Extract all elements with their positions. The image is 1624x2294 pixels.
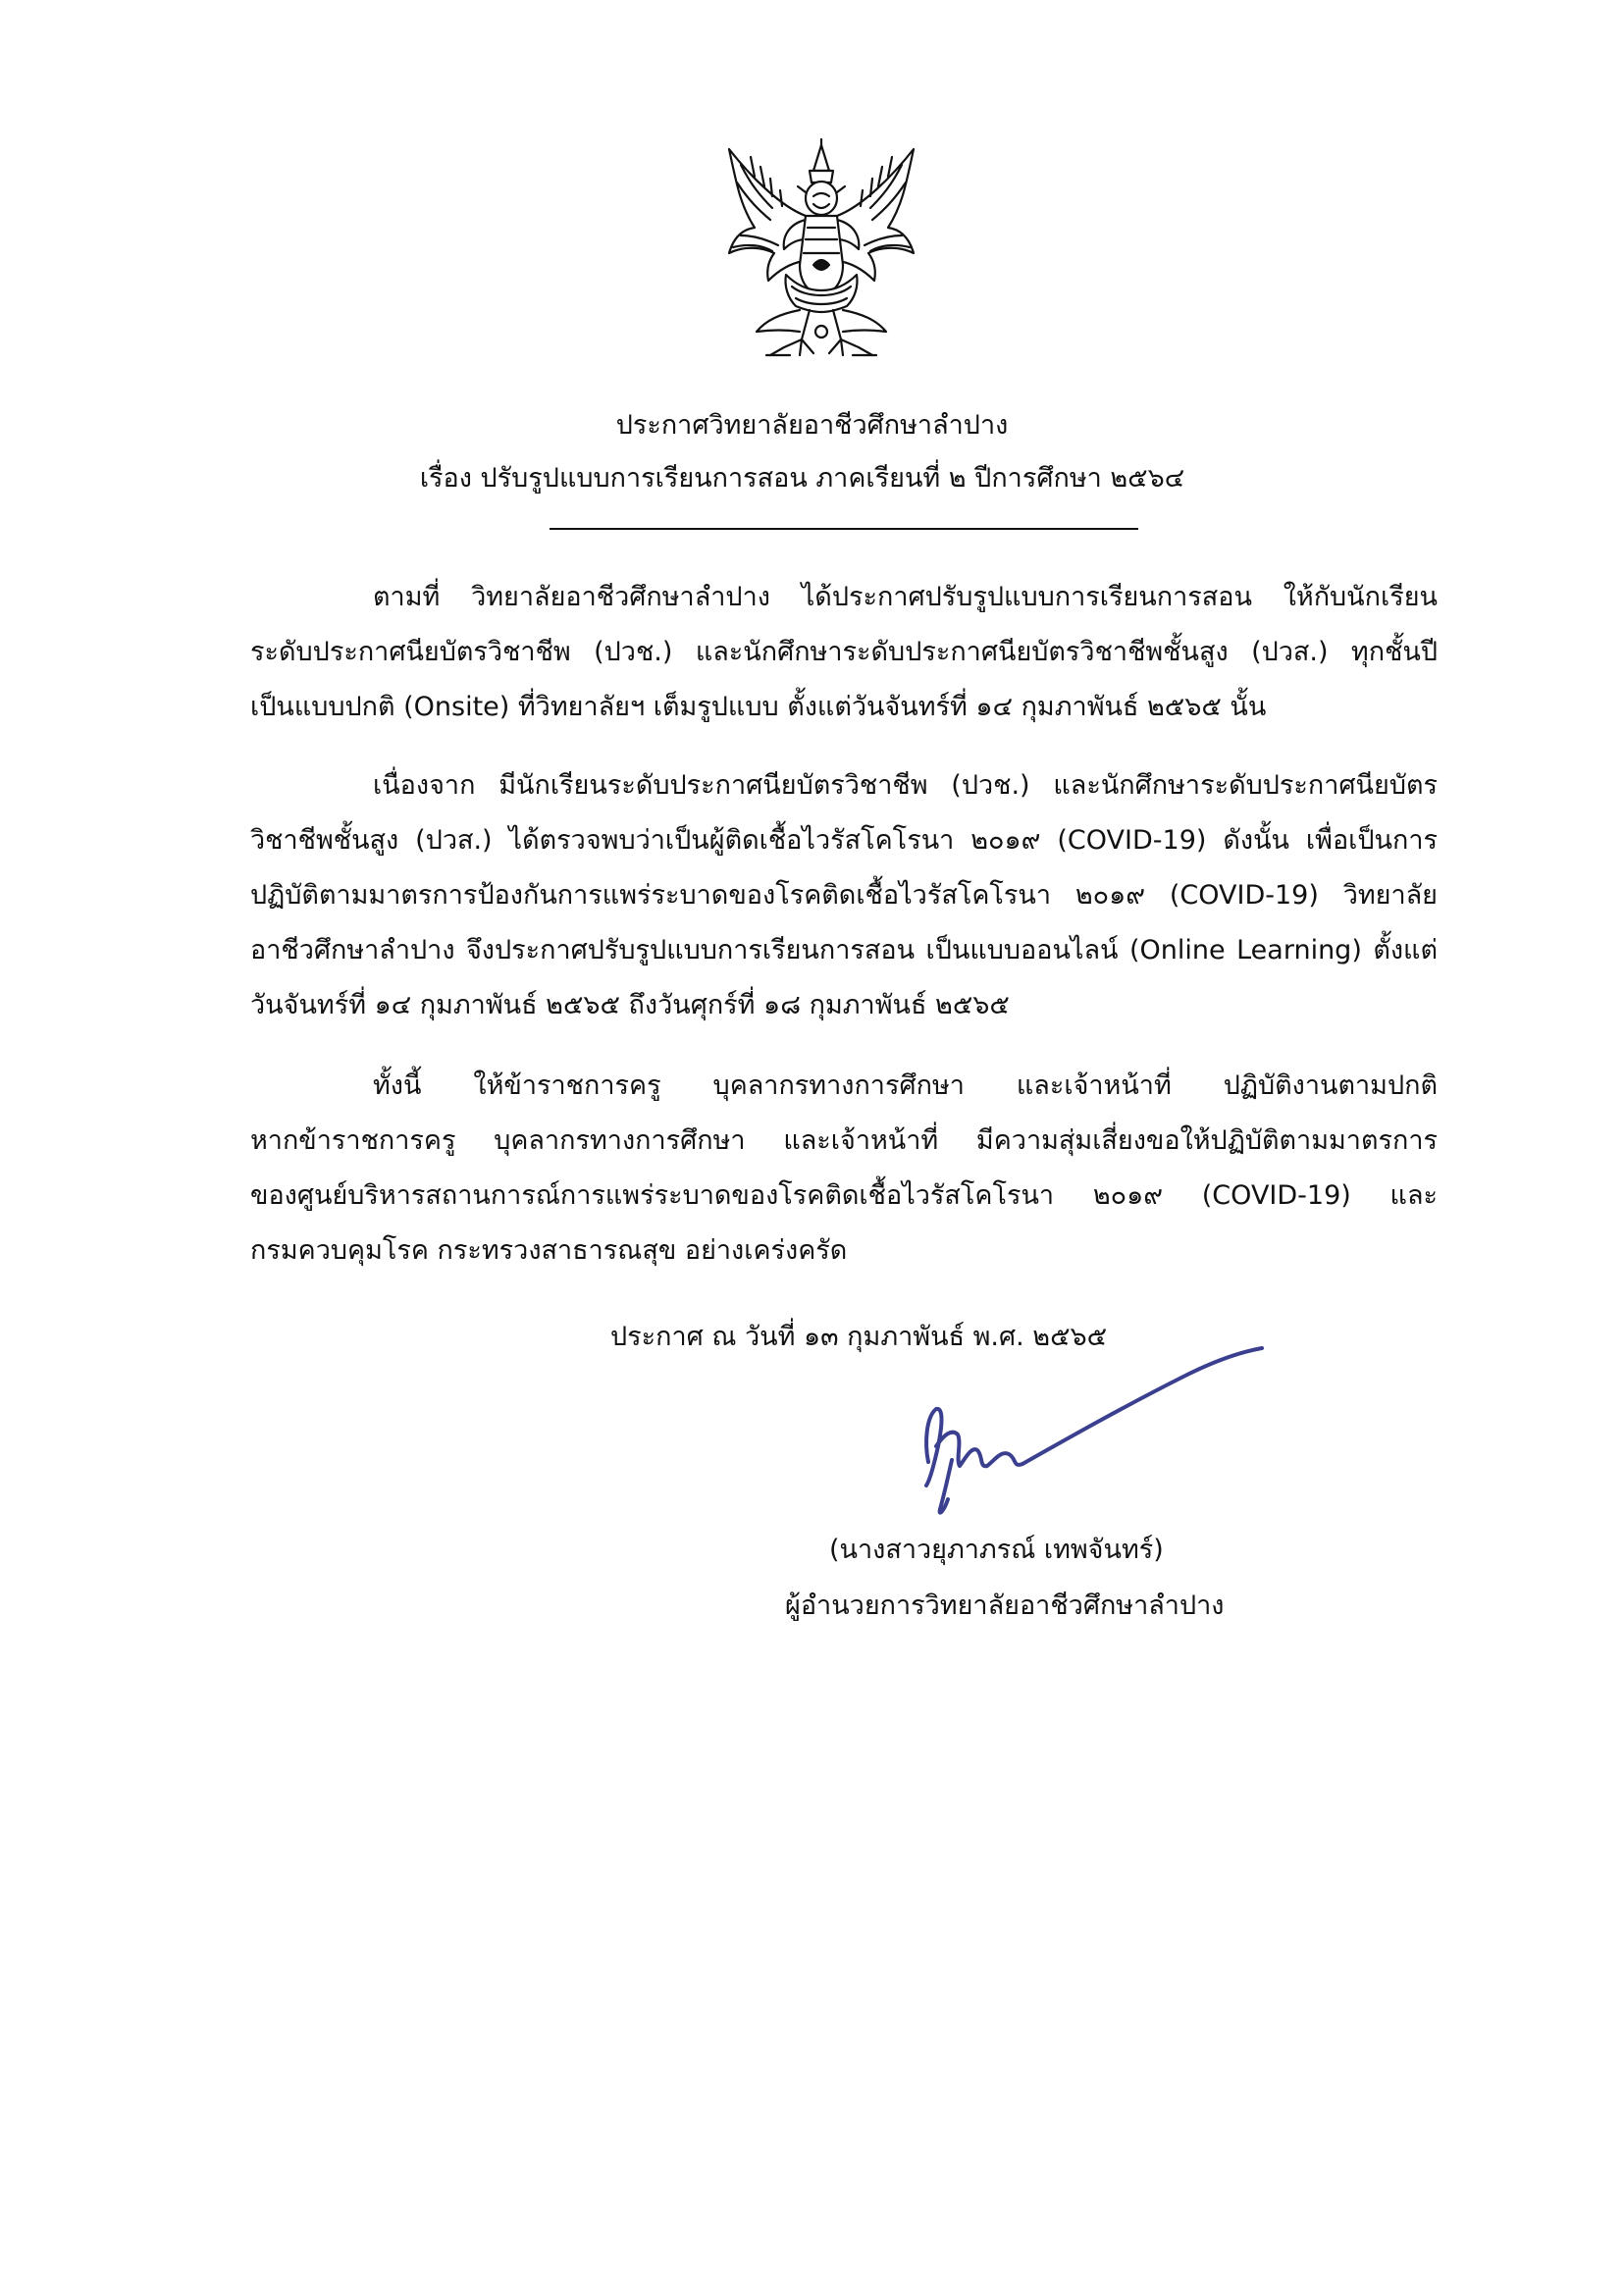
announcement-title: ประกาศวิทยาลัยอาชีวศึกษาลำปาง bbox=[615, 410, 1009, 441]
paragraph-1-line-3: เป็นแบบปกติ (Onsite) ที่วิทยาลัยฯ เต็มรูปแบบ ตั้งแต่วันจันทร์ที่ ๑๔ กุมภาพันธ์ ๒๕๖๕ นั้น bbox=[250, 692, 1267, 722]
signature-icon bbox=[901, 1344, 1274, 1521]
paragraph-3-line-3: ของศูนย์บริหารสถานการณ์การแพร่ระบาดของโรคติดเชื้อไวรัสโคโรนา ๒๐๑๙ (COVID-19) และ bbox=[250, 1180, 1438, 1211]
paragraph-2-line-1: เนื่องจาก มีนักเรียนระดับประกาศนียบัตรวิชาชีพ (ปวช.) และนักศึกษาระดับประกาศนียบัตร bbox=[373, 770, 1438, 801]
paragraph-2-line-5: วันจันทร์ที่ ๑๔ กุมภาพันธ์ ๒๕๖๕ ถึงวันศุกร์ที่ ๑๘ กุมภาพันธ์ ๒๕๖๕ bbox=[250, 990, 1010, 1020]
signer-name: (นางสาวยุภาภรณ์ เทพจันทร์) bbox=[829, 1535, 1164, 1565]
subject-line: เรื่อง ปรับรูปแบบการเรียนการสอน ภาคเรียนที่ ๒ ปีการศึกษา ๒๕๖๔ bbox=[419, 463, 1185, 494]
paragraph-3-line-4: กรมควบคุมโรค กระทรวงสาธารณสุข อย่างเคร่งครัด bbox=[250, 1235, 848, 1266]
title-divider bbox=[550, 528, 1138, 530]
paragraph-2-line-3: ปฏิบัติตามมาตรการป้องกันการแพร่ระบาดของโรคติดเชื้อไวรัสโคโรนา ๒๐๑๙ (COVID-19) วิทยาลัย bbox=[250, 880, 1438, 911]
paragraph-2-line-4: อาชีวศึกษาลำปาง จึงประกาศปรับรูปแบบการเรียนการสอน เป็นแบบออนไลน์ (Online Learning) ตั้งแต่ bbox=[250, 935, 1438, 965]
paragraph-3-line-1: ทั้งนี้ ให้ข้าราชการครู บุคลากรทางการศึกษา และเจ้าหน้าที่ ปฏิบัติงานตามปกติ bbox=[373, 1070, 1438, 1101]
signer-position: ผู้อำนวยการวิทยาลัยอาชีวศึกษาลำปาง bbox=[785, 1590, 1225, 1621]
paragraph-1-line-1: ตามที่ วิทยาลัยอาชีวศึกษาลำปาง ได้ประกาศปรับรูปแบบการเรียนการสอน ให้กับนักเรียน bbox=[373, 582, 1438, 612]
paragraph-3-line-2: หากข้าราชการครู บุคลากรทางการศึกษา และเจ้าหน้าที่ มีความสุ่มเสี่ยงขอให้ปฏิบัติตามมาตรการ bbox=[250, 1125, 1438, 1156]
announcement-date: ประกาศ ณ วันที่ ๑๓ กุมภาพันธ์ พ.ศ. ๒๕๖๕ bbox=[610, 1322, 1108, 1352]
garuda-emblem-icon bbox=[711, 137, 932, 363]
paragraph-1-line-2: ระดับประกาศนียบัตรวิชาชีพ (ปวช.) และนักศึกษาระดับประกาศนียบัตรวิชาชีพชั้นสูง (ปวส.) ทุกชั้นปี bbox=[250, 637, 1438, 667]
paragraph-2-line-2: วิชาชีพชั้นสูง (ปวส.) ได้ตรวจพบว่าเป็นผู้ติดเชื้อไวรัสโคโรนา ๒๐๑๙ (COVID-19) ดังนั้น เพื่อเป็นการ bbox=[250, 825, 1438, 856]
